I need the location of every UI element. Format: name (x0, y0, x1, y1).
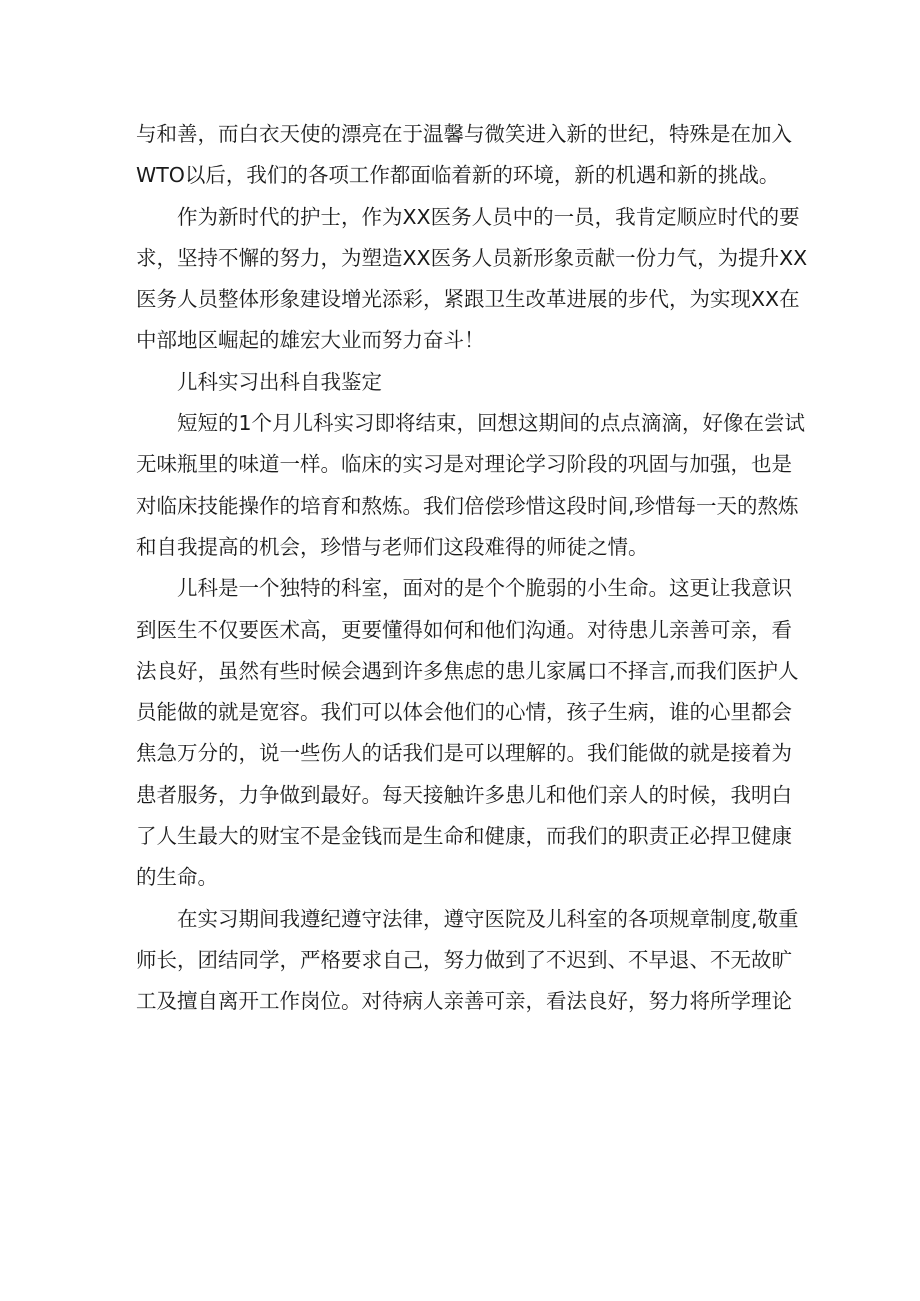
text-line: 与和善，而白衣天使的漂亮在于温馨与微笑进入新的世纪，特殊是在加入 (136, 122, 792, 146)
paragraph-internship-intro (136, 403, 806, 568)
text-line: 工及擅自离开工作岗位。对待病人亲善可亲，看法良好，努力将所学理论 (136, 989, 792, 1014)
text-line: 在实习期间我遵纪遵守法律，遵守医院及儿科室的各项规章制度,敬重 (177, 906, 799, 931)
paragraph-continuation (136, 114, 792, 197)
text-line: 到医生不仅要医术高，更要懂得如何和他们沟通。对待患儿亲善可亲，看 (136, 617, 792, 642)
text-line: 员能做的就是宽容。我们可以体会他们的心情，孩子生病，谁的心里都会 (136, 700, 792, 725)
document-body (136, 114, 808, 1023)
text-line: 儿科是一个独特的科室，面对的是个个脆弱的小生命。这更让我意识 (177, 576, 792, 601)
text-line: 对临床技能操作的培育和熬炼。我们倍偿珍惜这段时间,珍惜每一天的熬炼 (136, 493, 799, 518)
text-line: 师长，团结同学，严格要求自己，努力做到了不迟到、不早退、不无故旷 (136, 947, 792, 972)
text-line: 法良好，虽然有些时候会遇到许多焦虑的患儿家属口不择言,而我们医护人 (136, 658, 799, 683)
text-line: 了人生最大的财宝不是金钱而是生命和健康，而我们的职责正必捍卫健康 (136, 824, 792, 849)
text-line: 求，坚持不懈的努力，为塑造XX医务人员新形象贡献一份力气，为提升XX (136, 245, 808, 270)
text-line: 作为新时代的护士，作为XX医务人员中的一员，我肯定顺应时代的要 (177, 204, 800, 229)
text-line: WTO以后，我们的各项工作都面临着新的环境，新的机遇和新的挑战。 (136, 163, 780, 188)
text-line: 和自我提高的机会，珍惜与老师们这段难得的师徒之情。 (136, 534, 649, 559)
paragraph-discipline (136, 899, 799, 1023)
text-line: 医务人员整体形象建设增光添彩，紧跟卫生改革进展的步代，为实现XX在 (136, 287, 800, 312)
paragraph-pediatrics (136, 568, 799, 898)
text-line: 无味瓶里的味道一样。临床的实习是对理论学习阶段的巩固与加强，也是 (136, 452, 792, 477)
text-line: 短短的1个月儿科实习即将结束，回想这期间的点点滴滴，好像在尝试 (177, 411, 806, 436)
paragraph-nurse-pledge (136, 197, 808, 362)
section-title: 儿科实习出科自我鉴定 (177, 369, 382, 394)
text-line: 患者服务，力争做到最好。每天接触许多患儿和他们亲人的时候，我明白 (136, 782, 792, 807)
text-line: 焦急万分的，说一些伤人的话我们是可以理解的。我们能做的就是接着为 (136, 741, 792, 766)
text-line: 中部地区崛起的雄宏大业而努力奋斗！ (136, 328, 485, 353)
text-line: 的生命。 (136, 865, 218, 890)
